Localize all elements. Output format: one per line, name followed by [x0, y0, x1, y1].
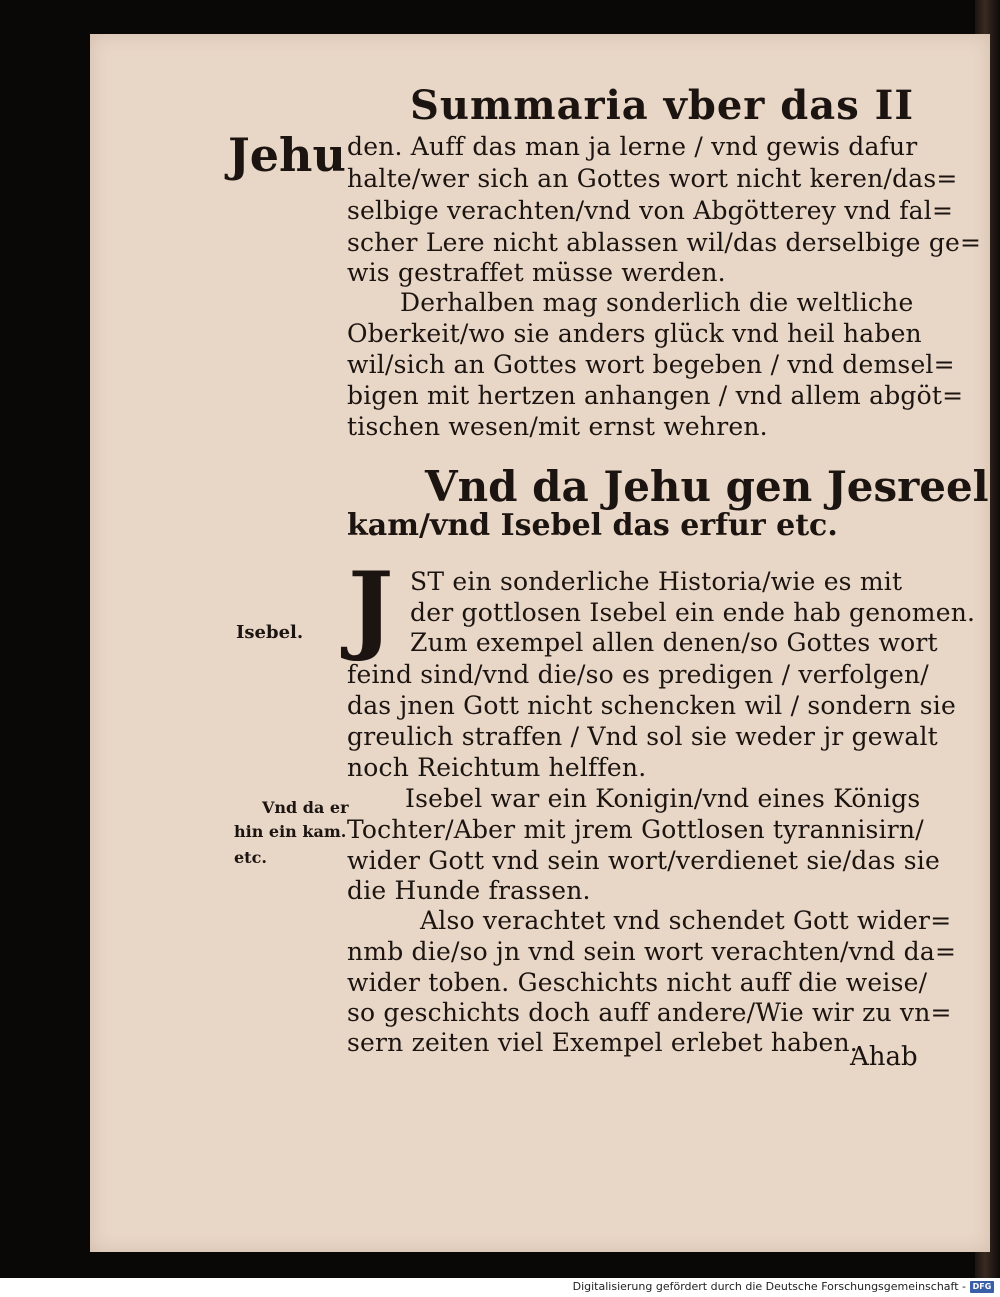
body-line: Isebel war ein Konigin/vnd eines Königs — [405, 784, 921, 813]
margin-note-line: hin ein kam. — [234, 822, 347, 841]
body-line: Oberkeit/wo sie anders glück vnd heil haben — [347, 319, 922, 348]
section-subheading: kam/vnd Isebel das erfur etc. — [347, 508, 838, 543]
body-line: Zum exempel allen denen/so Gottes wort — [410, 628, 938, 657]
body-line: feind sind/vnd die/so es predigen / verfolgen/ — [347, 660, 929, 689]
drop-cap: J — [348, 551, 394, 664]
body-line: den. Auff das man ja lerne / vnd gewis dafur — [347, 132, 918, 161]
body-line: noch Reichtum helffen. — [347, 753, 647, 782]
running-header: Summaria vber das II — [410, 82, 915, 129]
body-line: so geschichts doch auff andere/Wie wir zu vn= — [347, 998, 952, 1027]
body-line: bigen mit hertzen anhangen / vnd allem abgöt= — [347, 381, 964, 410]
margin-note-isebel: Isebel. — [236, 622, 304, 643]
body-line: greulich straffen / Vnd sol sie weder jr gewalt — [347, 722, 938, 751]
body-line: nmb die/so jn vnd sein wort verachten/vnd da= — [347, 937, 957, 966]
section-heading: Vnd da Jehu gen Jesreel — [425, 462, 989, 511]
body-line: die Hunde frassen. — [347, 876, 591, 905]
margin-note-line: Vnd da er — [262, 798, 349, 817]
body-line: wider Gott vnd sein wort/verdienet sie/das sie — [347, 846, 940, 875]
body-line: ST ein sonderliche Historia/wie es mit — [410, 567, 903, 596]
body-line: wil/sich an Gottes wort begeben / vnd demsel= — [347, 350, 955, 379]
catch-word-jehu: Jehu — [228, 128, 346, 182]
body-line: Also verachtet vnd schendet Gott wider= — [420, 906, 952, 935]
body-line: Derhalben mag sonderlich die weltliche — [400, 288, 914, 317]
margin-note-line: etc. — [234, 848, 267, 867]
dfg-logo: DFG — [970, 1281, 994, 1293]
body-line: Tochter/Aber mit jrem Gottlosen tyrannisirn/ — [347, 815, 924, 844]
body-line: das jnen Gott nicht schencken wil / sondern sie — [347, 691, 956, 720]
body-line: der gottlosen Isebel ein ende hab genomen. — [410, 598, 976, 627]
body-line: wis gestraffet müsse werden. — [347, 258, 726, 287]
body-line: scher Lere nicht ablassen wil/das derselbige ge= — [347, 228, 982, 257]
body-line: tischen wesen/mit ernst wehren. — [347, 412, 768, 441]
body-line: halte/wer sich an Gottes wort nicht keren/das= — [347, 164, 958, 193]
body-line: wider toben. Geschichts nicht auff die weise/ — [347, 968, 928, 997]
catchword: Ahab — [850, 1042, 918, 1072]
funding-notice: Digitalisierung gefördert durch die Deutsche Forschungsgemeinschaft - — [572, 1280, 966, 1293]
body-line: selbige verachten/vnd von Abgötterey vnd fal= — [347, 196, 954, 225]
body-line: sern zeiten viel Exempel erlebet haben. — [347, 1028, 858, 1057]
